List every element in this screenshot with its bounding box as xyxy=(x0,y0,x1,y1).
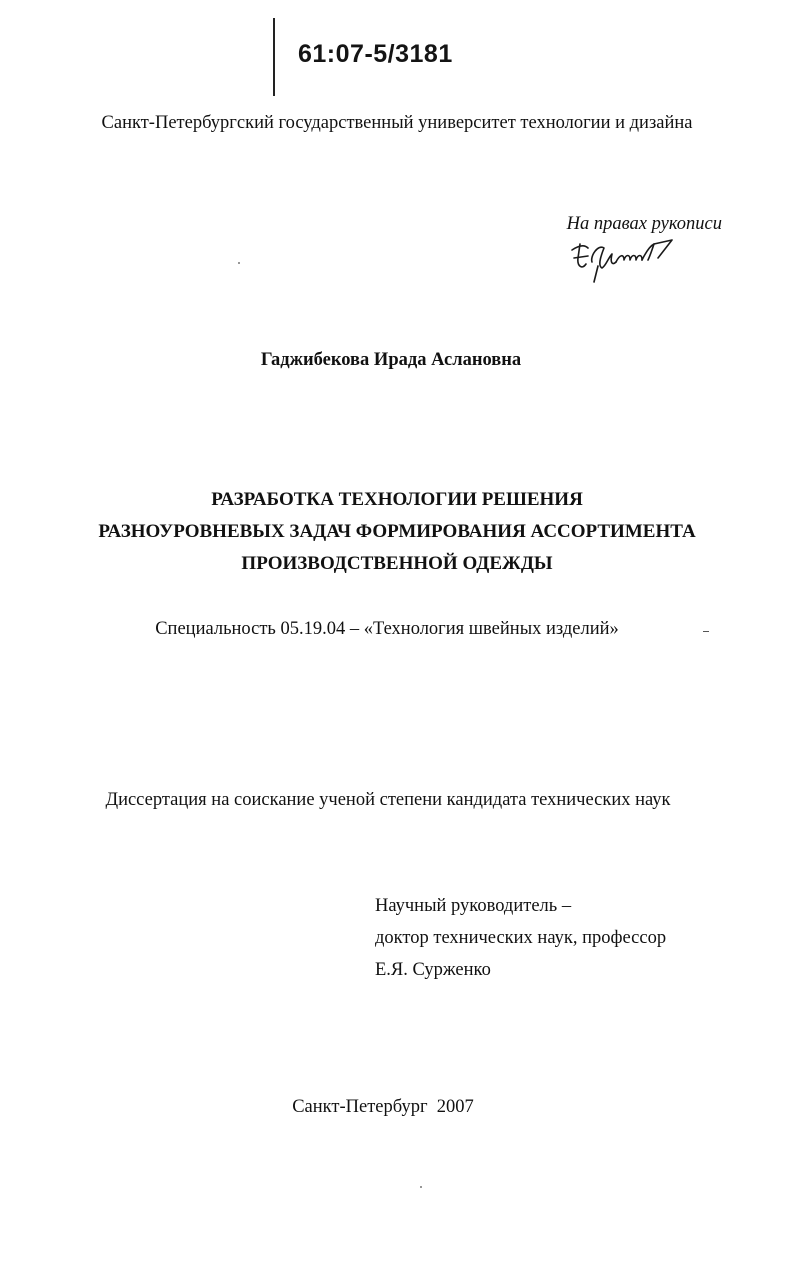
title-line-3: ПРОИЗВОДСТВЕННОЙ ОДЕЖДЫ xyxy=(241,553,553,574)
supervisor-role: Научный руководитель – xyxy=(375,896,572,916)
speciality-line: Специальность 05.19.04 – «Технология швейных изделий» xyxy=(155,619,619,639)
dissertation-degree-line: Диссертация на соискание ученой степени кандидата технических наук xyxy=(105,790,671,810)
supervisor-block xyxy=(375,890,666,986)
supervisor-name: Е.Я. Сурженко xyxy=(375,960,491,980)
manuscript-rights-note: На правах рукописи xyxy=(566,214,722,234)
scan-speck xyxy=(238,262,240,264)
place-and-year: Санкт-Петербург 2007 xyxy=(292,1097,474,1117)
supervisor-degree: доктор технических наук, профессор xyxy=(375,928,667,948)
scan-speck xyxy=(420,1186,422,1188)
signature-icon xyxy=(568,236,688,286)
dissertation-title xyxy=(0,484,794,580)
stray-mark xyxy=(703,631,709,632)
title-line-2: РАЗНОУРОВНЕВЫХ ЗАДАЧ ФОРМИРОВАНИЯ АССОРТИМЕНТА xyxy=(98,521,696,542)
stamp-divider-line xyxy=(273,18,275,96)
university-name: Санкт-Петербургский государственный университет технологии и дизайна xyxy=(101,113,693,133)
archive-stamp-number: 61:07-5/3181 xyxy=(298,40,453,68)
title-line-1: РАЗРАБОТКА ТЕХНОЛОГИИ РЕШЕНИЯ xyxy=(211,489,583,510)
author-name: Гаджибекова Ирада Аслановна xyxy=(260,350,522,370)
